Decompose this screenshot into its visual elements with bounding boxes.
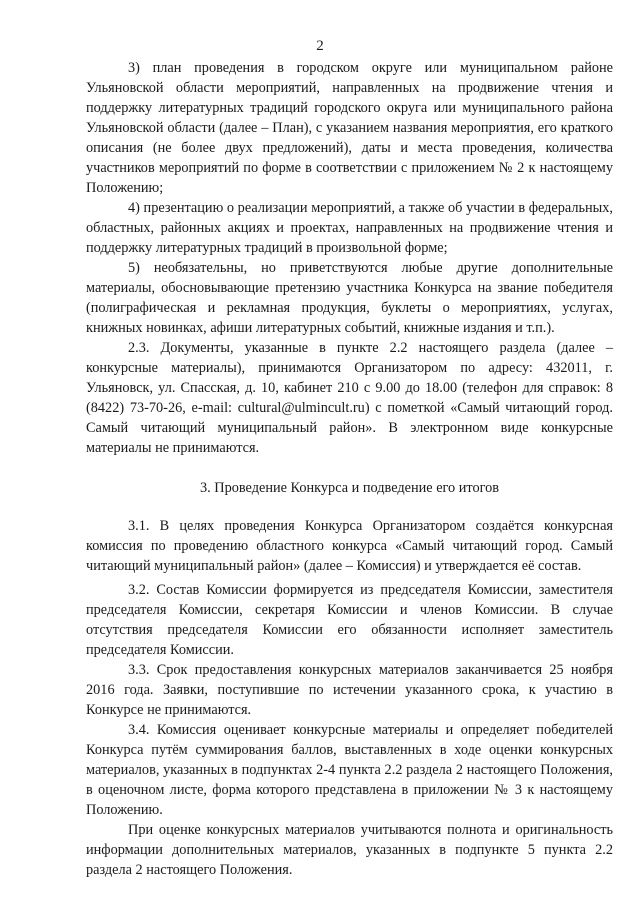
paragraph-3-4: 3.4. Комиссия оценивает конкурсные материалы и определяет победителей Конкурса путём суммирования баллов, выставленных в ходе оценки конкурсных материалов, указанных в подпунктах 2-4 пункта 2.2 раздела 2 настоящего Положения, в оценочном листе, форма которого представлена в приложении № 3 к настоящему Положению. xyxy=(86,722,613,818)
page-number: 2 xyxy=(316,38,324,54)
document-body xyxy=(86,58,613,880)
paragraph-3-2: 3.2. Состав Комиссии формируется из председателя Комиссии, заместителя председателя Комиссии, секретаря Комиссии и членов Комиссии. В случае отсутствия председателя Комиссии его обязанности исполняет заместитель председателя Комиссии. xyxy=(86,582,613,658)
paragraph-item-4: 4) презентацию о реализации мероприятий, а также об участии в федеральных, областных, районных акциях и проектах, направленных на продвижение чтения и поддержку литературных традиций в произвольной форме; xyxy=(86,200,613,256)
paragraph-2-3: 2.3. Документы, указанные в пункте 2.2 настоящего раздела (далее – конкурсные материалы), принимаются Организатором по адресу: 432011, г. Ульяновск, ул. Спасская, д. 10, кабинет 210 с 9.00 до 18.00 (телефон для справок: 8 (8422) 73-70-26, e-mail: cultural@ulmincult.ru) с пометкой «Самый читающий город. Самый читающий муниципальный район». В электронном виде конкурсные материалы не принимаются. xyxy=(86,340,613,456)
paragraph-item-3: 3) план проведения в городском округе или муниципальном районе Ульяновской области мероприятий, направленных на продвижение чтения и поддержку литературных традиций городского округа или муниципального района Ульяновской области (далее – План), с указанием названия мероприятия, его краткого описания (не более двух предложений), даты и места проведения, количества участников мероприятий по форме в соответствии с приложением № 2 к настоящему Положению; xyxy=(86,60,613,196)
paragraph-item-5: 5) необязательны, но приветствуются любые другие дополнительные материалы, обосновывающие претензию участника Конкурса на звание победителя (полиграфическая и рекламная продукция, буклеты о мероприятиях, услугах, книжных новинках, афиши литературных событий, книжные издания и т.п.). xyxy=(86,260,613,336)
paragraph-3-3: 3.3. Срок предоставления конкурсных материалов заканчивается 25 ноября 2016 года. Заявки, поступившие по истечении указанного срока, к участию в Конкурсе не принимаются. xyxy=(86,662,613,718)
paragraph-evaluation-note: При оценке конкурсных материалов учитываются полнота и оригинальность информации дополнительных материалов, указанных в подпункте 5 пункта 2.2 раздела 2 настоящего Положения. xyxy=(86,822,613,878)
section-heading: 3. Проведение Конкурса и подведение его итогов xyxy=(199,480,500,496)
paragraph-3-1: 3.1. В целях проведения Конкурса Организатором создаётся конкурсная комиссия по проведению областного конкурса «Самый читающий город. Самый читающий муниципальный район» (далее – Комиссия) и утверждается её состав. xyxy=(86,518,613,574)
